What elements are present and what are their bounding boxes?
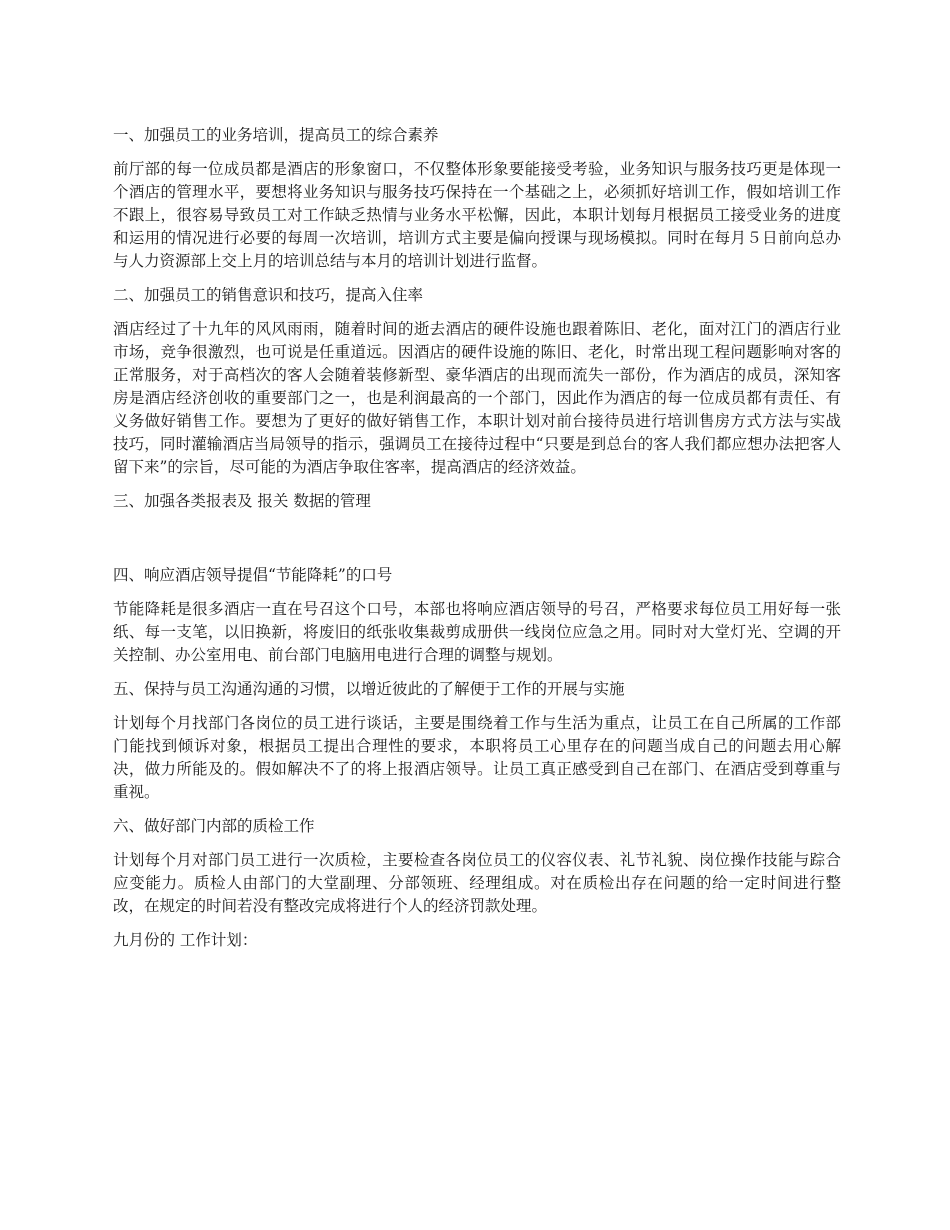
document-page [113,124,841,963]
section-6-heading: 六、做好部门内部的质检工作 [113,817,315,835]
section-3-heading: 三、加强各类报表及 报关 数据的管理 [113,492,371,510]
section-2-heading: 二、加强员工的销售意识和技巧，提高入住率 [113,286,424,304]
section-4-heading: 四、响应酒店领导提倡“节能降耗”的口号 [113,566,393,584]
section-5-body: 计划每个月找部门各岗位的员工进行谈话，主要是围绕着工作与生活为重点，让员工在自己所属的工作部门能找到倾诉对象，根据员工提出合理性的要求，本职将员工心里存在的问题当成自己的问题去用心解决，做力所能及的。假如解决不了的将上报酒店领导。让员工真正感受到自己在部门、在酒店受到尊重与重视。 [113,714,841,801]
section-6-body: 计划每个月对部门员工进行一次质检，主要检查各岗位员工的仪容仪表、礼节礼貌、岗位操作技能与踪合应变能力。质检人由部门的大堂副理、分部领班、经理组成。对在质检出存在问题的给一定时间进行整改，在规定的时间若没有整改完成将进行个人的经济罚款处理。 [113,851,841,915]
section-5-heading: 五、保持与员工沟通沟通的习惯，以增近彼此的了解便于工作的开展与实施 [113,680,625,698]
section-3-empty-body [113,524,841,564]
section-4-body: 节能降耗是很多酒店一直在号召这个口号，本部也将响应酒店领导的号召，严格要求每位员工用好每一张纸、每一支笔，以旧换新，将废旧的纸张收集裁剪成册供一线岗位应急之用。同时对大堂灯光、空调的开关控制、办公室用电、前台部门电脑用电进行合理的调整与规划。 [113,600,841,664]
section-2-body: 酒店经过了十九年的风风雨雨，随着时间的逝去酒店的硬件设施也跟着陈旧、老化，面对江门的酒店行业市场，竞争很激烈，也可说是任重道远。因酒店的硬件设施的陈旧、老化，时常出现工程问题影响对客的正常服务，对于高档次的客人会随着装修新型、豪华酒店的出现而流失一部份，作为酒店的成员，深知客房是酒店经济创收的重要部门之一，也是利润最高的一个部门，因此作为酒店的每一位成员都有责任、有义务做好销售工作。要想为了更好的做好销售工作，本职计划对前台接待员进行培训售房方式方法与实战技巧，同时灌输酒店当局领导的指示，强调员工在接待过程中“只要是到总台的客人我们都应想办法把客人留下来”的宗旨，尽可能的为酒店争取住客率，提高酒店的经济效益。 [113,320,841,476]
section-1-body: 前厅部的每一位成员都是酒店的形象窗口，不仅整体形象要能接受考验，业务知识与服务技巧更是体现一个酒店的管理水平，要想将业务知识与服务技巧保持在一个基础之上，必须抓好培训工作，假如培训工作不跟上，很容易导致员工对工作缺乏热情与业务水平松懈，因此，本职计划每月根据员工接受业务的进度和运用的情况进行必要的每周一次培训，培训方式主要是偏向授课与现场模拟。同时在每月５日前向总办与人力资源部上交上月的培训总结与本月的培训计划进行监督。 [113,160,841,270]
closing-line: 九月份的 工作计划： [113,931,258,949]
section-1-heading: 一、加强员工的业务培训，提高员工的综合素养 [113,126,439,144]
